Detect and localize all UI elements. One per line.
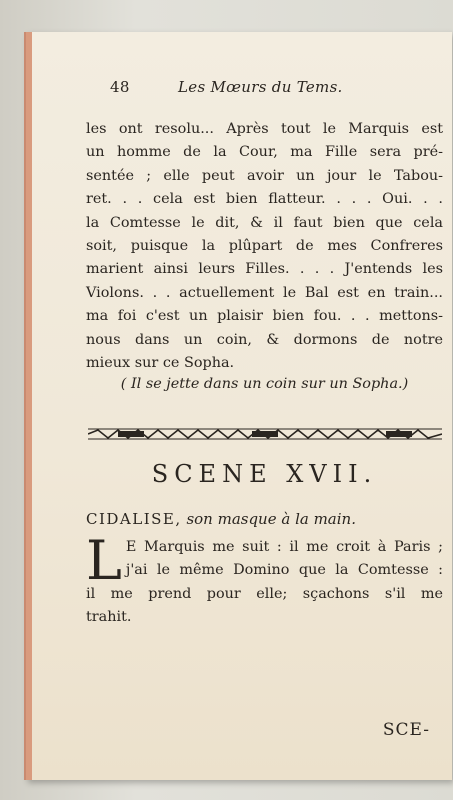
text-line: marient ainsi leurs Filles. . . . J'entends les bbox=[86, 261, 443, 278]
speaker-line bbox=[86, 510, 443, 528]
text-line: un homme de la Cour, ma Fille sera pré- bbox=[86, 144, 443, 161]
dialogue-paragraph bbox=[86, 529, 443, 630]
scene-heading: SCENE XVII. bbox=[151, 460, 378, 488]
text-line: ret. . . cela est bien flatteur. . . . Oui. . . bbox=[86, 191, 443, 208]
speaker-name: CIDALISE, bbox=[86, 510, 182, 528]
text-line: ma foi c'est un plaisir bien fou. . . mettons- bbox=[86, 308, 443, 325]
book-page bbox=[26, 32, 452, 780]
dialogue-line: il me prend pour elle; sçachons s'il me bbox=[86, 586, 443, 602]
text-line: Violons. . . actuellement le Bal est en train... bbox=[86, 284, 443, 301]
ornamental-rule bbox=[88, 426, 442, 442]
dialogue-line: trahit. bbox=[86, 609, 132, 626]
text-line: sentée ; elle peut avoir un jour le Tabou- bbox=[86, 167, 443, 184]
dialogue-line: j'ai le même Domino que la Comtesse : bbox=[125, 562, 443, 579]
stage-direction: ( Il se jette dans un coin sur un Sopha.) bbox=[120, 376, 409, 392]
body-paragraph bbox=[86, 118, 443, 375]
running-title: Les Mœurs du Tems. bbox=[178, 78, 343, 96]
dialogue-line: E Marquis me suit : il me croit à Paris ; bbox=[125, 539, 443, 555]
text-line: soit, puisque la plûpart de mes Confreres bbox=[86, 238, 443, 255]
drop-cap: L bbox=[86, 529, 122, 592]
text-line: mieux sur ce Sopha. bbox=[86, 355, 235, 372]
page-number: 48 bbox=[110, 78, 130, 96]
text-line: nous dans un coin, & dormons de notre bbox=[86, 331, 443, 348]
catchword: SCE- bbox=[382, 720, 430, 740]
speaker-direction: son masque à la main. bbox=[186, 510, 356, 528]
text-line: les ont resolu... Après tout le Marquis est bbox=[86, 121, 443, 137]
text-line: la Comtesse le dit, & il faut bien que cela bbox=[86, 214, 443, 231]
